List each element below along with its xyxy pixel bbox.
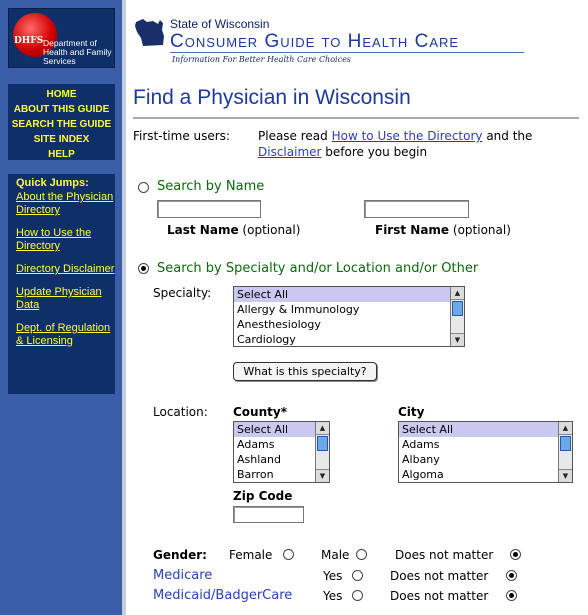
disclaimer-link[interactable]: Disclaimer: [258, 145, 322, 159]
nav-about[interactable]: ABOUT THIS GUIDE: [13, 104, 110, 115]
first-name-optional: (optional): [452, 223, 511, 237]
scroll-up-icon[interactable]: ▲: [316, 422, 329, 435]
scroll-thumb[interactable]: [317, 436, 328, 451]
title-divider: [133, 117, 579, 119]
quick-jump-update-data[interactable]: Update Physician Data: [16, 286, 102, 311]
medicaid-any-label: Does not matter: [390, 589, 489, 603]
specialty-option[interactable]: Anesthesiology: [237, 318, 321, 331]
county-label: County*: [233, 405, 287, 419]
scroll-down-icon[interactable]: ▼: [316, 469, 329, 482]
scroll-up-icon[interactable]: ▲: [559, 422, 572, 435]
scroll-thumb[interactable]: [452, 301, 463, 316]
county-option[interactable]: Adams: [237, 438, 275, 451]
search-by-name-label: Search by Name: [157, 179, 265, 194]
medicare-yes-radio[interactable]: [352, 570, 363, 581]
search-by-specialty-radio[interactable]: [138, 263, 149, 274]
city-option[interactable]: Adams: [402, 438, 440, 451]
city-option[interactable]: Select All: [399, 422, 572, 437]
gender-female-radio[interactable]: [283, 549, 294, 560]
gender-any-radio[interactable]: [510, 549, 521, 560]
medicare-label[interactable]: Medicare: [153, 568, 213, 583]
scroll-thumb[interactable]: [560, 436, 571, 451]
first-name-input[interactable]: [364, 200, 469, 218]
page-title: Find a Physician in Wisconsin: [133, 86, 411, 109]
nav-site-index[interactable]: SITE INDEX: [33, 134, 90, 145]
gender-any-label: Does not matter: [395, 548, 494, 562]
medicare-yes-label: Yes: [323, 569, 343, 583]
first-time-label: First-time users:: [133, 129, 230, 143]
quick-jump-about-directory[interactable]: About the Physician Directory: [16, 191, 114, 216]
nav-home[interactable]: HOME: [46, 89, 77, 100]
specialty-label: Specialty:: [153, 286, 212, 300]
how-to-use-link[interactable]: How to Use the Directory: [331, 129, 483, 143]
first-time-pre: Please read: [258, 129, 332, 143]
last-name-optional: (optional): [242, 223, 301, 237]
specialty-option[interactable]: Cardiology: [237, 333, 296, 346]
medicare-any-label: Does not matter: [390, 569, 489, 583]
last-name-title: Last Name: [167, 223, 239, 237]
tagline: Information For Better Health Care Choices: [172, 55, 351, 64]
logo-mark: DHFS: [14, 36, 44, 46]
gender-male-label: Male: [321, 548, 350, 562]
city-listbox[interactable]: [398, 421, 573, 483]
dhfs-logo[interactable]: [8, 8, 115, 68]
scroll-down-icon[interactable]: ▼: [559, 469, 572, 482]
city-scrollbar[interactable]: [558, 422, 572, 482]
medicare-any-radio[interactable]: [506, 570, 517, 581]
wisconsin-map-icon: [133, 14, 169, 50]
county-scrollbar[interactable]: [315, 422, 329, 482]
specialty-listbox[interactable]: [233, 286, 465, 347]
county-option[interactable]: Barron: [237, 468, 274, 481]
first-time-mid: and the: [482, 129, 533, 143]
logo-text: Department of Health and Family Services: [43, 38, 112, 66]
scroll-down-icon[interactable]: ▼: [451, 333, 464, 346]
gender-label: Gender:: [153, 548, 207, 562]
search-by-name-radio[interactable]: [138, 182, 149, 193]
main-nav: [8, 84, 115, 160]
first-name-title: First Name: [375, 223, 450, 237]
city-option[interactable]: Algoma: [402, 468, 444, 481]
county-option[interactable]: Select All: [234, 422, 329, 437]
gender-female-label: Female: [229, 548, 273, 562]
first-time-text: [258, 128, 578, 160]
zip-code-label: Zip Code: [233, 489, 293, 503]
location-label: Location:: [153, 405, 208, 419]
medicaid-label[interactable]: Medicaid/BadgerCare: [153, 588, 293, 603]
nav-help[interactable]: HELP: [48, 149, 75, 160]
medicaid-any-radio[interactable]: [506, 590, 517, 601]
what-is-specialty-button[interactable]: What is this specialty?: [233, 362, 377, 381]
state-title: State of Wisconsin: [170, 17, 270, 31]
city-option[interactable]: Albany: [402, 453, 440, 466]
last-name-label: [167, 223, 300, 237]
search-by-specialty-label: Search by Specialty and/or Location and/or Other: [157, 261, 479, 276]
first-time-post: before you begin: [321, 145, 428, 159]
quick-jump-disclaimer[interactable]: Directory Disclaimer: [16, 263, 115, 275]
county-option[interactable]: Ashland: [237, 453, 281, 466]
last-name-input[interactable]: [157, 200, 261, 218]
header-rule: [170, 52, 524, 53]
zip-code-input[interactable]: [233, 506, 304, 523]
specialty-option[interactable]: Allergy & Immunology: [237, 303, 360, 316]
specialty-option[interactable]: Select All: [234, 287, 464, 302]
specialty-scrollbar[interactable]: [450, 287, 464, 346]
city-label: City: [398, 405, 425, 419]
quick-jumps: [8, 174, 115, 394]
first-name-label: [375, 223, 511, 237]
medicaid-yes-label: Yes: [323, 589, 343, 603]
sidebar-divider: [122, 0, 126, 615]
gender-male-radio[interactable]: [356, 549, 367, 560]
county-listbox[interactable]: [233, 421, 330, 483]
quick-jump-how-to-use[interactable]: How to Use the Directory: [16, 227, 92, 252]
guide-title: Consumer Guide to Health Care: [170, 31, 460, 52]
nav-search[interactable]: SEARCH THE GUIDE: [11, 119, 112, 130]
scroll-up-icon[interactable]: ▲: [451, 287, 464, 300]
medicaid-yes-radio[interactable]: [352, 590, 363, 601]
quick-jumps-title: Quick Jumps:: [16, 177, 89, 189]
quick-jump-dept-regulation[interactable]: Dept. of Regulation & Licensing: [16, 322, 111, 347]
